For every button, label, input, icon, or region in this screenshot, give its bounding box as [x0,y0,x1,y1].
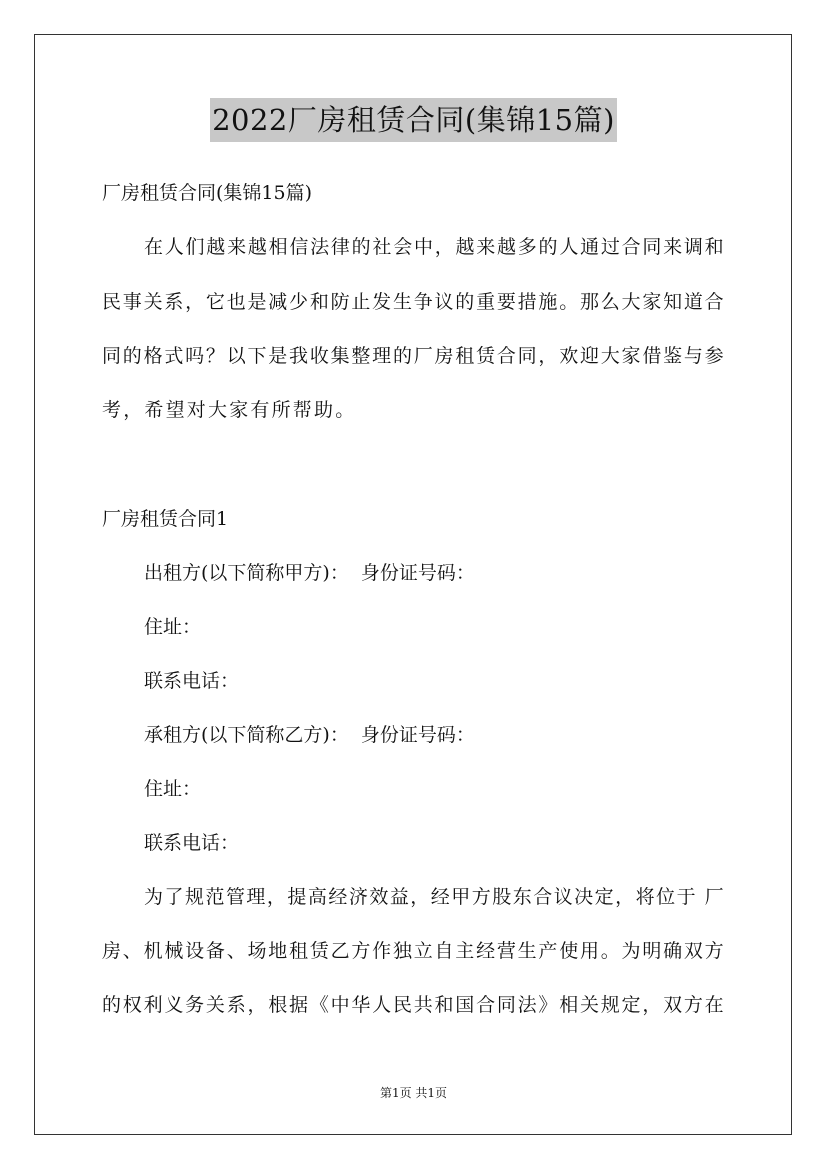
lessor-phone-field: 联系电话： [144,670,240,692]
title-wrap [0,98,827,142]
page-footer: 第1页 共1页 [379,1086,448,1100]
body-line-2: 房 、 机 械 设 备 、 场 地 租 赁 乙 方 作 独 立 自 主 经 营 生 产 使 用 。 为 明 确 双 方 [102,940,724,962]
body-line-3: 的 权 利 义 务 关 系 ， 根 据 《 中 华 人 民 共 和 国 合 同 法 》 相 关 规 定 ， 双 方 在 [102,994,724,1016]
intro-line-4: 考，希望对大家有所帮助。 [102,399,357,421]
intro-line-1: 在 人 们 越 来 越 相 信 法 律 的 社 会 中 ， 越 来 越 多 的 人 通 过 合 同 来 调 和 [144,236,724,258]
lessor-address-field: 住址： [144,616,202,638]
document-title: 2022厂房租赁合同(集锦15篇) [210,98,617,142]
lessee-field: 承租方(以下简称乙方)： 身份证号码： [144,724,475,746]
lessee-phone-field: 联系电话： [144,832,240,854]
lessee-address-field: 住址： [144,778,202,800]
section-heading: 厂房租赁合同1 [102,508,229,530]
document-subtitle: 厂房租赁合同(集锦15篇) [102,182,313,204]
lessor-field: 出租方(以下简称甲方)： 身份证号码： [144,562,475,584]
body-line-1: 为 了 规 范 管 理 ， 提 高 经 济 效 益 ， 经 甲 方 股 东 合 议 决 定 ， 将 位 于 厂 [144,886,724,908]
intro-line-2: 民 事 关 系 ， 它 也 是 减 少 和 防 止 发 生 争 议 的 重 要 措 施 。 那 么 大 家 知 道 合 [102,291,724,313]
intro-line-3: 同 的 格 式 吗 ？ 以 下 是 我 收 集 整 理 的 厂 房 租 赁 合 同 ， 欢 迎 大 家 借 鉴 与 参 [102,345,724,367]
